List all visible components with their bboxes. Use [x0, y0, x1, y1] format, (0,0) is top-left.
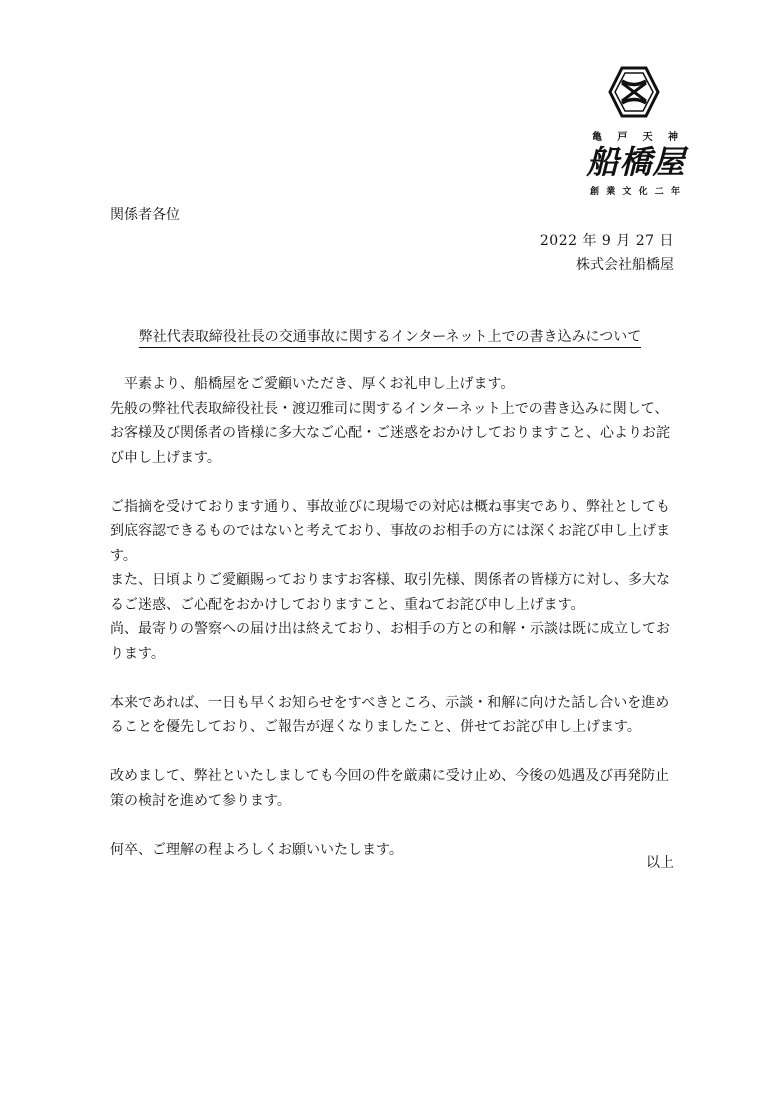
logo-name: 船橋屋 — [586, 143, 686, 181]
paragraph-greeting: 平素より、船橋屋をご愛顧いただき、厚くお礼申し上げます。 — [124, 376, 515, 392]
company-logo — [580, 62, 690, 202]
document-title: 弊社代表取締役社長の交通事故に関するインターネット上での書き込みについて — [0, 326, 780, 346]
addressee: 関係者各位 — [110, 207, 180, 223]
logo-tagline-top: 亀 戸 天 神 — [592, 132, 678, 143]
paragraph-customers: また、日頃よりご愛顧賜っておりますお客様、取引先様、関係者の皆様方に対し、多大なるご迷惑、ご心配をおかけしておりますこと、重ねてお詫び申し上げます。 — [110, 572, 670, 613]
document-body — [110, 372, 676, 862]
logo-crest-icon — [608, 66, 660, 118]
paragraph-delay: 本来であれば、一日も早くお知らせをすべきところ、示談・和解に向けた話し合いを進めることを優先しており、ご報告が遅くなりましたこと、併せてお詫び申し上げます。 — [110, 694, 670, 735]
paragraph-apology: 先般の弊社代表取締役社長・渡辺雅司に関するインターネット上での書き込みに関して、お客様及び関係者の皆様に多大なご心配・ご迷惑をおかけしておりますこと、心よりお詫び申し上げます。 — [110, 400, 670, 466]
paragraph-settlement: 尚、最寄りの警察への届け出は終えており、お相手の方との和解・示談は既に成立しております。 — [110, 621, 670, 662]
paragraph-prevention: 改めまして、弊社といたしましても今回の件を厳粛に受け止め、今後の処遇及び再発防止策の検討を進めて参ります。 — [110, 768, 670, 809]
company-name: 株式会社船橋屋 — [576, 257, 674, 273]
logo-tagline-bottom: 創 業 文 化 二 年 — [590, 187, 680, 197]
paragraph-request: 何卒、ご理解の程よろしくお願いいたします。 — [110, 841, 403, 858]
paragraph-facts: ご指摘を受けております通り、事故並びに現場での対応は概ね事実であり、弊社としても到底容認できるものではないと考えており、事故のお相手の方には深くお詫び申し上げます。 — [110, 498, 670, 564]
closing-mark: 以上 — [646, 855, 674, 871]
document-date: 2022 年 9 月 27 日 — [539, 233, 674, 249]
